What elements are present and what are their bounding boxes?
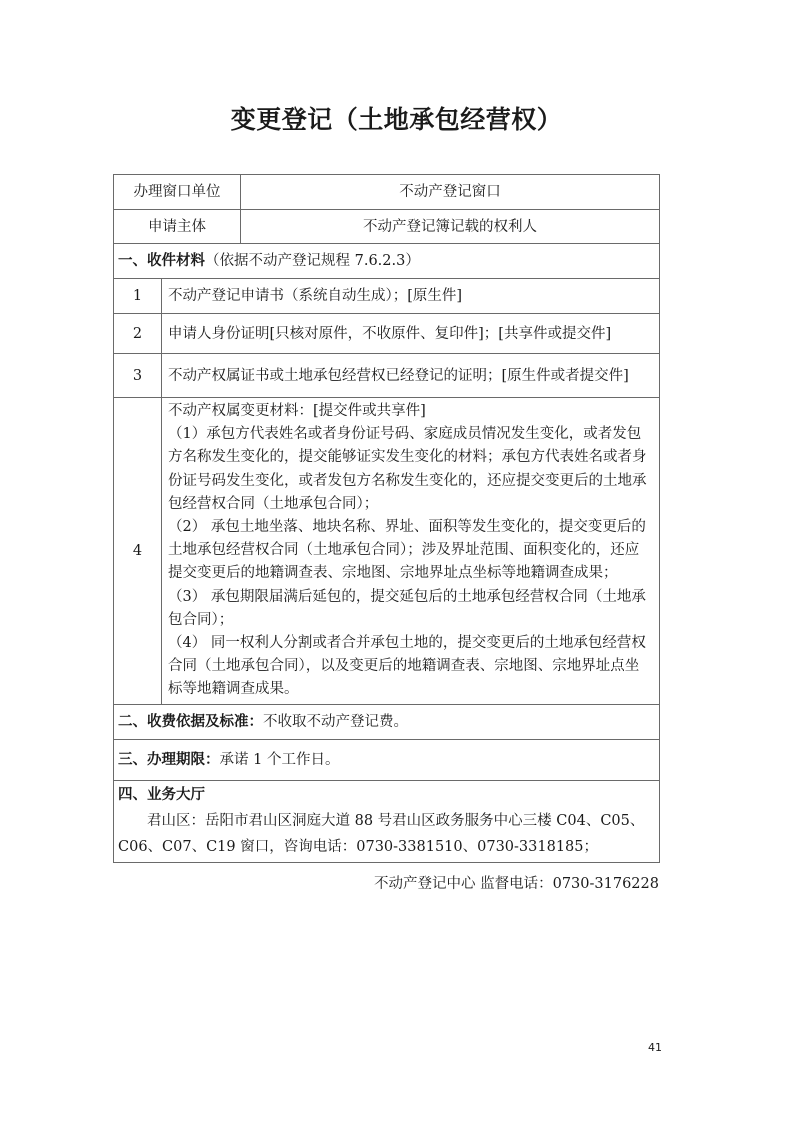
info-value: 不动产登记窗口 xyxy=(241,175,660,210)
material-line: （4） 同一权利人分割或者合并承包土地的，提交变更后的土地承包经营权合同（土地承包合同），以及变更后的地籍调查表、宗地图、宗地界址点坐标等地籍调查成果。 xyxy=(168,635,646,698)
material-line: （2） 承包土地坐落、地块名称、界址、面积等发生变化的，提交变更后的土地承包经营权合同（土地承包合同）；涉及界址范围、面积变化的，还应提交变更后的地籍调查表、宗地图、宗地界址点坐标等地籍调查成果； xyxy=(168,519,646,582)
info-label: 申请主体 xyxy=(114,210,241,244)
section3-text: 承诺 1 个工作日。 xyxy=(219,751,340,768)
footer-supervision-phone: 不动产登记中心 监督电话：0730-3176228 xyxy=(374,876,659,892)
info-row-applicant xyxy=(114,210,660,244)
section1-heading: 一、收件材料 xyxy=(118,253,205,269)
section4-text: 君山区：岳阳市君山区洞庭大道 88 号君山区政务服务中心三楼 C04、C05、C06、C07、C19 窗口，咨询电话：0730-3381510、0730-3318185； xyxy=(118,813,645,856)
section3-heading: 三、办理期限： xyxy=(118,751,220,768)
material-line: （1）承包方代表姓名或者身份证号码、家庭成员情况发生变化，或者发包方名称发生变化的，提交能够证实发生变化的材料；承包方代表姓名或者身份证号码发生变化，或者发包方名称发生变化的，还应提交变更后的土地承包经营权合同（土地承包合同）； xyxy=(168,426,647,512)
material-row xyxy=(114,398,660,705)
info-row-window xyxy=(114,175,660,210)
registration-table xyxy=(113,174,660,863)
material-row xyxy=(114,279,660,314)
material-text: 不动产权属证书或土地承包经营权已经登记的证明；[原生件或者提交件] xyxy=(162,354,660,398)
info-label: 办理窗口单位 xyxy=(114,175,241,210)
material-number: 4 xyxy=(114,398,162,705)
section2-heading: 二、收费依据及标准： xyxy=(118,713,263,730)
material-text: 申请人身份证明[只核对原件，不收原件、复印件]；[共享件或提交件] xyxy=(162,314,660,354)
section4-heading: 四、业务大厅 xyxy=(118,787,205,804)
material-text: 不动产登记申请书（系统自动生成）；[原生件] xyxy=(162,279,660,314)
material-line: （3） 承包期限届满后延包的，提交延包后的土地承包经营权合同（土地承包合同）； xyxy=(168,588,646,628)
material-row xyxy=(114,354,660,398)
page-title: 变更登记（土地承包经营权） xyxy=(230,105,563,134)
material-text-multi xyxy=(162,398,660,705)
section3-row xyxy=(114,739,660,780)
page-number: 41 xyxy=(648,1041,662,1054)
material-number: 3 xyxy=(114,354,162,398)
section2-row xyxy=(114,704,660,739)
section1-note: （依据不动产登记规程 7.6.2.3） xyxy=(205,253,420,269)
material-row xyxy=(114,314,660,354)
info-value: 不动产登记簿记载的权利人 xyxy=(241,210,660,244)
section2-text: 不收取不动产登记费。 xyxy=(263,713,408,730)
section1-header-row xyxy=(114,244,660,279)
section4-row xyxy=(114,780,660,862)
section1-header xyxy=(114,244,660,279)
material-number: 2 xyxy=(114,314,162,354)
material-number: 1 xyxy=(114,279,162,314)
material-line: 不动产权属变更材料：[提交件或共享件] xyxy=(168,403,426,419)
